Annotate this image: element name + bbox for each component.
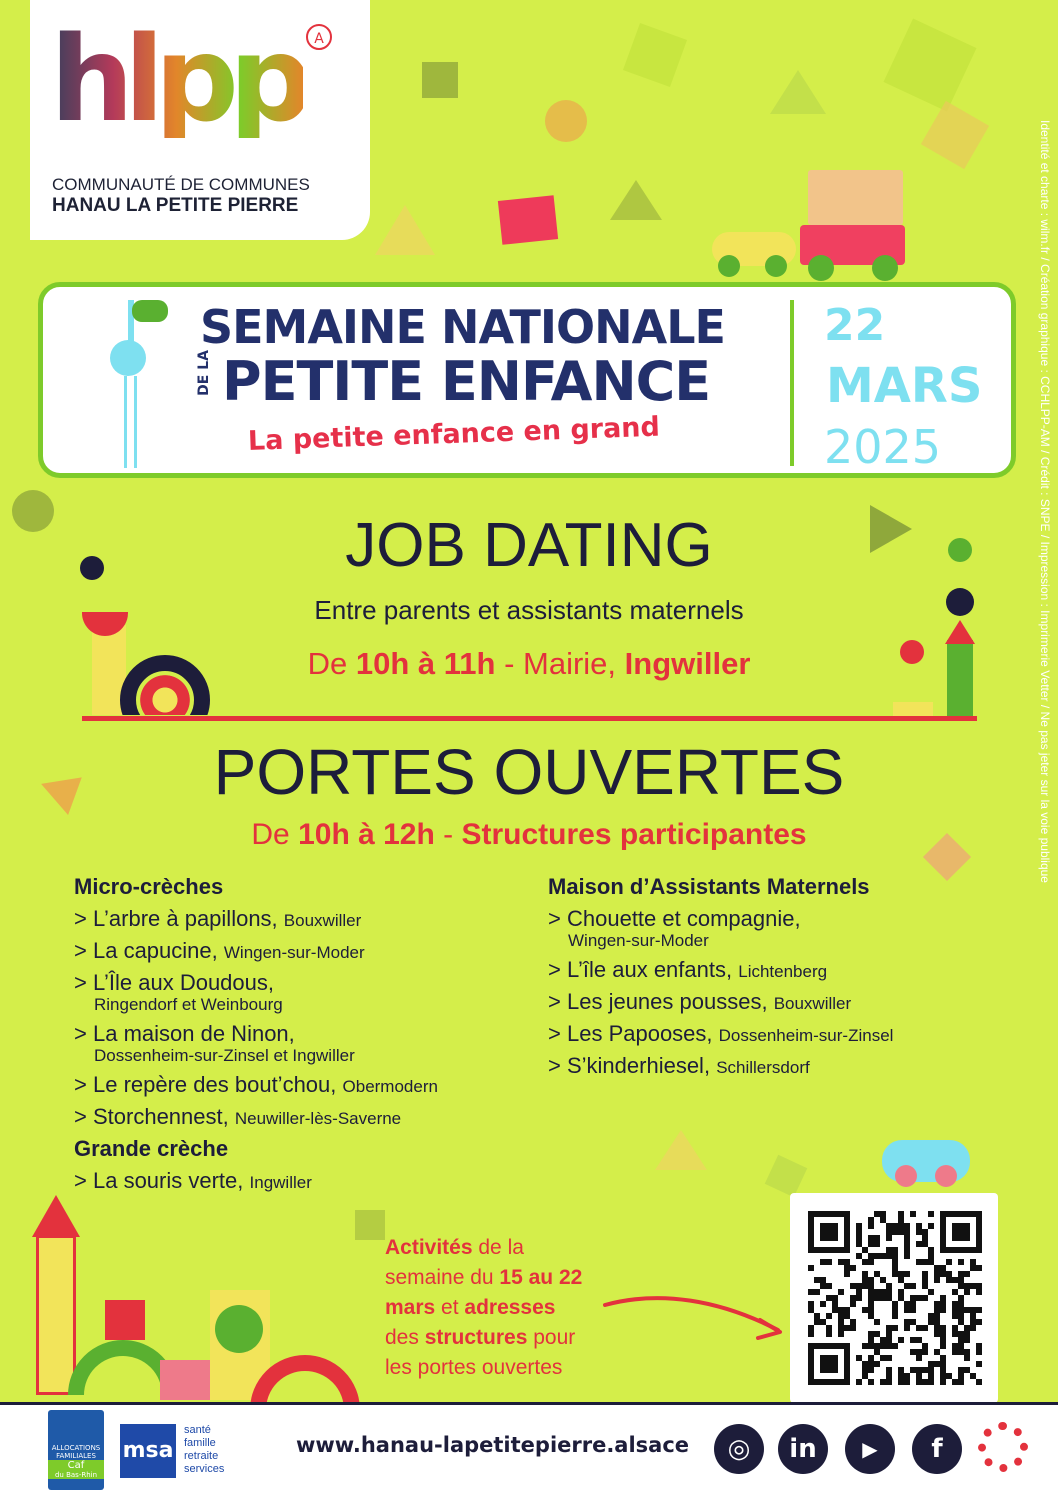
banner-de-la: DE LA <box>196 350 212 396</box>
caf-label: Caf <box>48 1460 104 1471</box>
list-item: > Les Papooses, Dossenheim-sur-Zinsel <box>548 1021 894 1046</box>
toy-wheel <box>718 255 740 277</box>
list-item: > La capucine, Wingen-sur-Moder <box>74 938 365 963</box>
list-item: > L’arbre à papillons, Bouxwiller <box>74 906 362 931</box>
decor-square <box>921 101 989 169</box>
micro-heading: Micro-crèches <box>74 874 224 899</box>
list-item: > Les jeunes pousses, Bouxwiller <box>548 989 852 1014</box>
org-name-line2: HANAU LA PETITE PIERRE <box>52 195 299 216</box>
job-time: 10h à 11h <box>355 646 496 681</box>
date-year: 2025 <box>824 420 942 474</box>
caf-logo-text: ALLOCATIONS FAMILIALES <box>51 1444 101 1460</box>
flamingo-leg <box>134 376 137 468</box>
section-divider <box>82 716 977 721</box>
banner-tagline: La petite enfance en grand <box>247 411 661 457</box>
list-item: > L’Île aux Doudous, <box>74 970 275 995</box>
website-link[interactable]: www.hanau-lapetitepierre.alsace <box>296 1433 690 1457</box>
job-place: Ingwiller <box>624 646 751 681</box>
org-name-line1: COMMUNAUTÉ DE COMMUNES <box>52 175 310 194</box>
qr-code-icon <box>790 1193 998 1403</box>
decor-square <box>883 18 976 111</box>
po-structures: Structures participantes <box>461 818 807 851</box>
decor-triangle <box>655 1130 707 1170</box>
decor-triangle <box>375 205 435 255</box>
list-item: > Le repère des bout’chou, Obermodern <box>74 1072 438 1097</box>
place-separator: - Mairie, <box>495 646 625 681</box>
tower-illustration <box>36 1235 76 1395</box>
list-item-city: Wingen-sur-Moder <box>568 931 709 950</box>
msa-labels: santé famille retraite services <box>184 1424 225 1475</box>
banner-title-line2: PETITE ENFANCE <box>222 350 711 413</box>
boxes-illustration <box>808 170 903 225</box>
alsace-logo-icon: A <box>306 24 332 50</box>
structures-column-right <box>548 872 1008 1083</box>
job-dating-title: JOB DATING <box>345 511 713 580</box>
time-prefix: De <box>307 646 348 681</box>
date-day: 22 <box>824 300 886 351</box>
time-prefix: De <box>251 818 290 851</box>
car-wheel <box>895 1165 917 1187</box>
gear-logo-icon <box>978 1422 1028 1472</box>
msa-logo: msa <box>120 1424 176 1478</box>
decor-triangle <box>610 180 662 220</box>
mam-heading: Maison d’Assistants Maternels <box>548 874 870 899</box>
structures-column-left <box>74 872 534 1198</box>
decor-square <box>422 62 458 98</box>
list-item-city: Ringendorf et Weinbourg <box>94 995 283 1014</box>
list-item: > L’île aux enfants, Lichtenberg <box>548 957 828 982</box>
grande-heading: Grande crèche <box>74 1136 229 1161</box>
qr-code[interactable] <box>790 1193 998 1403</box>
banner-title-line1: SEMAINE NATIONALE <box>200 300 725 354</box>
car-wheel <box>935 1165 957 1187</box>
po-time: 10h à 12h <box>298 818 435 851</box>
instagram-icon[interactable]: ◎ <box>714 1424 764 1474</box>
cart-wheel <box>872 255 898 281</box>
date-month: MARS <box>826 358 983 414</box>
arrow-icon <box>600 1290 790 1350</box>
flamingo-leg <box>124 376 127 468</box>
list-item: > Storchennest, Neuwiller-lès-Saverne <box>74 1104 402 1129</box>
credits-vertical-text: Identité et charte : wilm.fr / Création graphique : CCHLPP-AM / Crédit : SNPE / Impression : Imprimerie Vetter / Ne pas jeter sur la voie publique <box>1038 120 1052 883</box>
decor-square <box>765 1155 808 1198</box>
list-item-city: Dossenheim-sur-Zinsel et Ingwiller <box>94 1046 355 1065</box>
banner-divider <box>790 300 794 466</box>
list-item: > Chouette et compagnie, <box>548 906 801 931</box>
linkedin-icon[interactable]: in <box>778 1424 828 1474</box>
caf-region: du Bas-Rhin <box>48 1471 104 1479</box>
block-illustration <box>160 1360 210 1400</box>
decor-circle <box>545 100 587 142</box>
portes-ouvertes-title: PORTES OUVERTES <box>213 736 845 808</box>
decor-square <box>623 23 687 87</box>
list-item: > S’kinderhiesel, Schillersdorf <box>548 1053 810 1078</box>
block-illustration <box>105 1300 145 1340</box>
flamingo-head <box>132 300 168 322</box>
separator: - <box>434 818 462 851</box>
ring-illustration <box>215 1305 263 1353</box>
job-dating-subtitle: Entre parents et assistants maternels <box>314 595 744 625</box>
caf-logo <box>48 1410 104 1490</box>
facebook-icon[interactable]: f <box>912 1424 962 1474</box>
activities-note: Activités de la semaine du 15 au 22 mars et adresses des structures pour les portes ouvertes <box>385 1236 583 1379</box>
list-item: > La souris verte, Ingwiller <box>74 1168 312 1193</box>
list-item: > La maison de Ninon, <box>74 1021 295 1046</box>
tower-roof <box>32 1195 80 1237</box>
hlpp-logo: hlpp <box>50 10 304 148</box>
toy-wheel <box>765 255 787 277</box>
decor-square <box>355 1210 385 1240</box>
red-box-illustration <box>498 195 558 245</box>
decor-triangle <box>770 70 826 114</box>
youtube-icon[interactable]: ▶ <box>845 1424 895 1474</box>
job-dating-schedule <box>0 646 1058 682</box>
portes-ouvertes-schedule <box>0 818 1058 852</box>
cart-wheel <box>808 255 834 281</box>
pedestal <box>893 702 933 716</box>
